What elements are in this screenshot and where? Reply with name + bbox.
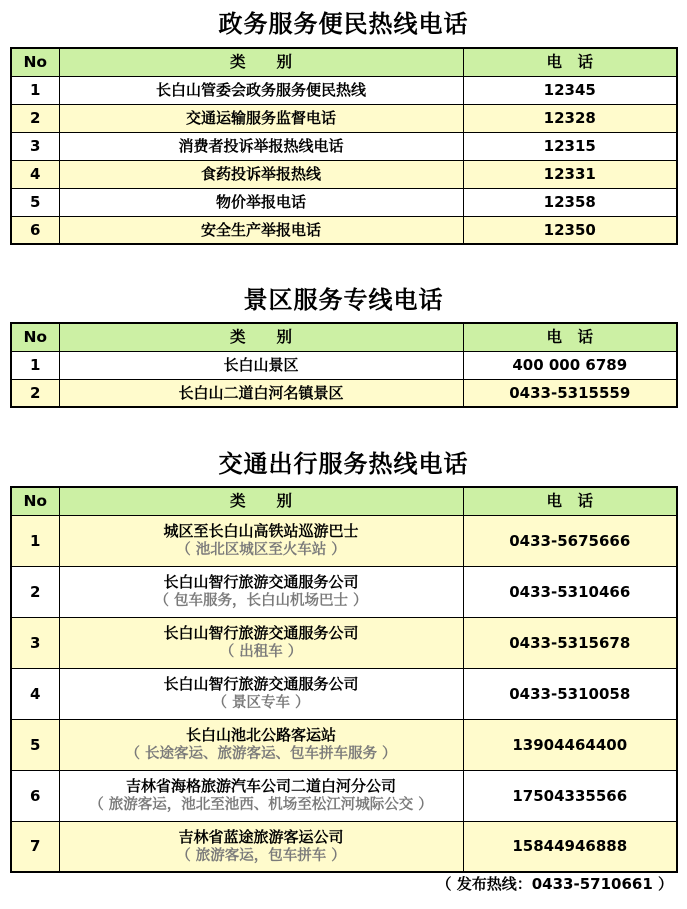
row-no: 4 [11,160,59,188]
row-no: 1 [11,76,59,104]
row-no: 2 [11,379,59,407]
row-no: 3 [11,132,59,160]
company-name: 长白山智行旅游交通服务公司 [163,623,359,642]
row-phone[interactable]: 400 000 6789 [463,351,677,379]
company-name: 长白山智行旅游交通服务公司 [163,674,359,693]
header-phone: 电 话 [463,323,677,351]
company-name: 城区至长白山高铁站巡游巴士 [163,521,359,540]
row-category [59,566,463,617]
row-phone[interactable]: 12350 [463,216,677,244]
row-no: 1 [11,515,59,566]
table-row [11,379,677,407]
section-title-transport: 交通出行服务热线电话 [218,450,469,478]
transport-hotline-table [10,486,678,873]
row-no: 2 [11,566,59,617]
row-phone[interactable]: 17504335566 [463,770,677,821]
row-category [59,617,463,668]
row-no: 4 [11,668,59,719]
row-no: 1 [11,351,59,379]
table-row [11,132,677,160]
header-phone: 电 话 [463,48,677,76]
service-note: （ 出租车 ） [219,643,303,660]
table-row [11,515,677,566]
row-category: 交通运输服务监督电话 [59,104,463,132]
table-row [11,76,677,104]
row-category [59,668,463,719]
row-phone[interactable]: 12358 [463,188,677,216]
table-row [11,104,677,132]
row-no: 7 [11,821,59,872]
table-row [11,566,677,617]
row-category: 物价举报电话 [59,188,463,216]
service-note: （ 池北区城区至火车站 ） [176,541,346,558]
header-category: 类 别 [59,48,463,76]
row-category: 长白山景区 [59,351,463,379]
row-phone[interactable]: 0433-5675666 [463,515,677,566]
header-no: No [11,48,59,76]
row-phone[interactable]: 12328 [463,104,677,132]
row-category [59,719,463,770]
row-no: 6 [11,216,59,244]
table-row [11,351,677,379]
table-row [11,668,677,719]
header-no: No [11,323,59,351]
row-category: 食药投诉举报热线 [59,160,463,188]
row-phone[interactable]: 12345 [463,76,677,104]
row-category: 消费者投诉举报热线电话 [59,132,463,160]
row-phone[interactable]: 0433-5310466 [463,566,677,617]
header-phone: 电 话 [463,487,677,515]
header-category: 类 别 [59,487,463,515]
row-phone[interactable]: 12315 [463,132,677,160]
service-note: （ 旅游客运，包车拼车 ） [176,847,346,864]
release-hotline-footer: （ 发布热线：0433-5710661 ） [436,875,673,893]
row-no: 6 [11,770,59,821]
table-row [11,216,677,244]
row-no: 2 [11,104,59,132]
table-row [11,719,677,770]
row-category: 安全生产举报电话 [59,216,463,244]
row-category [59,770,463,821]
table-row [11,617,677,668]
company-name: 吉林省海格旅游汽车公司二道白河分公司 [125,776,396,795]
row-no: 5 [11,188,59,216]
table-row [11,188,677,216]
scenic-hotline-table [10,322,678,408]
row-phone[interactable]: 15844946888 [463,821,677,872]
row-phone[interactable]: 0433-5315559 [463,379,677,407]
row-phone[interactable]: 0433-5310058 [463,668,677,719]
table-row [11,770,677,821]
company-name: 吉林省蓝途旅游客运公司 [178,827,344,846]
section-title-scenic: 景区服务专线电话 [243,286,444,314]
service-note: （ 长途客运、旅游客运、包车拼车服务 ） [125,745,397,762]
table-row [11,821,677,872]
gov-hotline-table [10,47,678,245]
service-note: （ 旅游客运，池北至池西、机场至松江河城际公交 ） [89,796,433,813]
row-no: 5 [11,719,59,770]
row-category [59,821,463,872]
row-phone[interactable]: 0433-5315678 [463,617,677,668]
row-category: 长白山二道白河名镇景区 [59,379,463,407]
row-category: 长白山管委会政务服务便民热线 [59,76,463,104]
row-no: 3 [11,617,59,668]
row-category [59,515,463,566]
section-title-gov: 政务服务便民热线电话 [218,10,469,38]
table-row [11,160,677,188]
header-no: No [11,487,59,515]
row-phone[interactable]: 12331 [463,160,677,188]
company-name: 长白山智行旅游交通服务公司 [163,572,359,591]
company-name: 长白山池北公路客运站 [185,725,336,744]
service-note: （ 景区专车 ） [212,694,310,711]
row-phone[interactable]: 13904464400 [463,719,677,770]
service-note: （ 包车服务，长白山机场巴士 ） [154,592,368,609]
header-category: 类 别 [59,323,463,351]
